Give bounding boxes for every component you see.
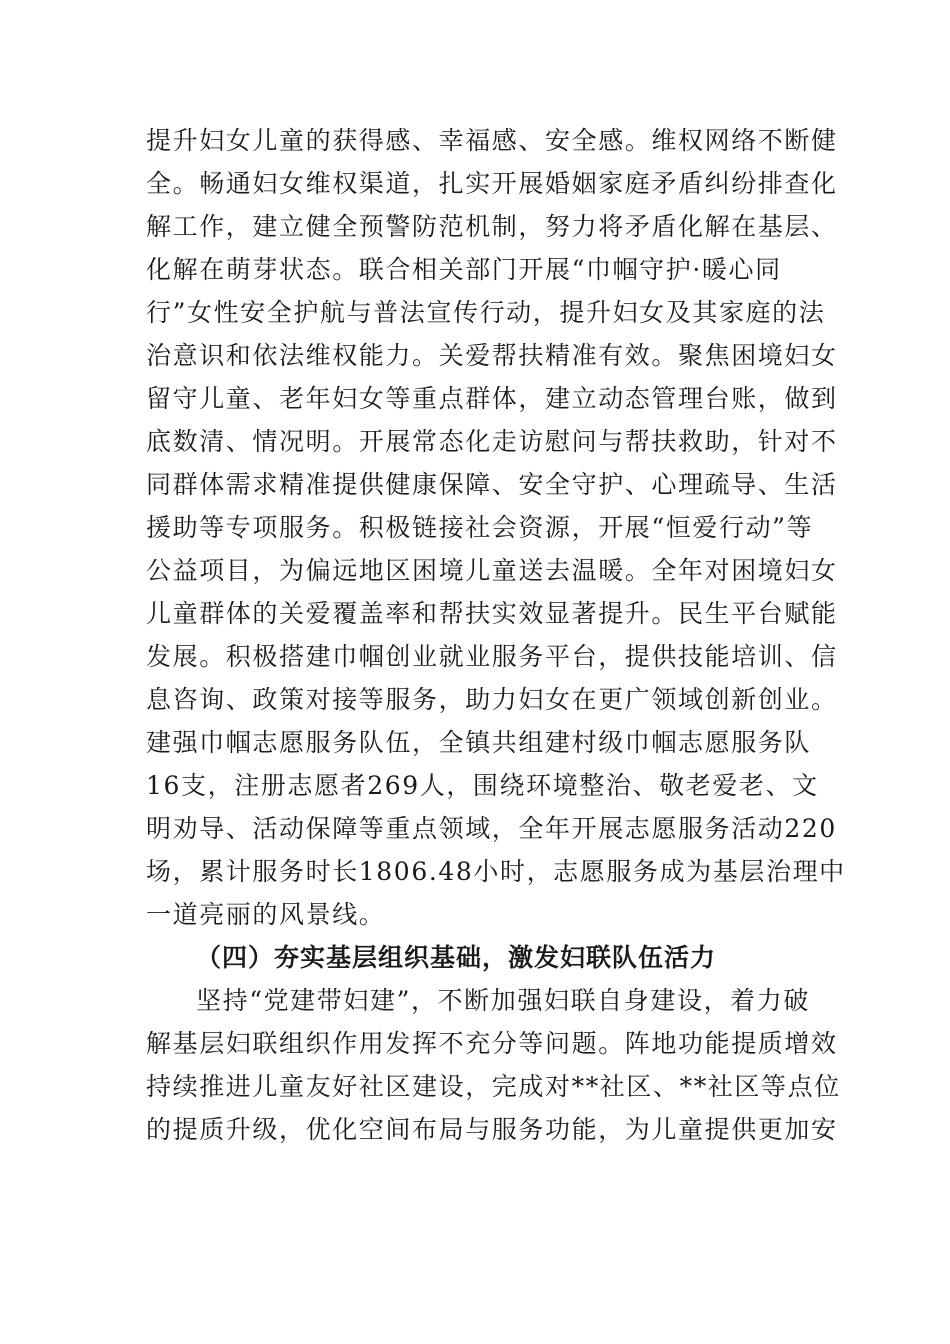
paragraph-line: 提升妇女儿童的获得感、幸福感、安全感。维权网络不断健 <box>146 126 838 155</box>
paragraph-line: 底数清、情况明。开展常态化走访慰问与帮扶救助，针对不 <box>146 427 838 456</box>
paragraph-line: 解工作，建立健全预警防范机制，努力将矛盾化解在基层、 <box>146 212 838 241</box>
paragraph-line: 发展。积极搭建巾帼创业就业服务平台，提供技能培训、信 <box>146 642 838 671</box>
paragraph-line: 留守儿童、老年妇女等重点群体，建立动态管理台账，做到 <box>146 384 838 413</box>
paragraph-line: 援助等专项服务。积极链接社会资源，开展“恒爱行动”等 <box>146 513 814 542</box>
section-heading: （四）夯实基层组织基础，激发妇联队伍活力 <box>196 943 717 972</box>
paragraph-line: 的提质升级，优化空间布局与服务功能，为儿童提供更加安 <box>146 1115 838 1144</box>
paragraph-line: 化解在萌芽状态。联合相关部门开展“巾帼守护·暖心同 <box>146 255 782 284</box>
paragraph-line: 建强巾帼志愿服务队伍，全镇共组建村级巾帼志愿服务队 <box>146 728 812 757</box>
paragraph-line: 全。畅通妇女维权渠道，扎实开展婚姻家庭矛盾纠纷排查化 <box>146 169 838 198</box>
paragraph-line: 一道亮丽的风景线。 <box>146 900 386 929</box>
paragraph-line: 公益项目，为偏远地区困境儿童送去温暖。全年对困境妇女 <box>146 556 838 585</box>
paragraph-line: 16支，注册志愿者269人，围绕环境整治、敬老爱老、文 <box>146 771 819 800</box>
paragraph-line: 明劝导、活动保障等重点领域，全年开展志愿服务活动220 <box>146 814 837 843</box>
paragraph-line: 解基层妇联组织作用发挥不充分等问题。阵地功能提质增效 <box>146 1029 838 1058</box>
paragraph-line: 同群体需求精准提供健康保障、安全守护、心理疏导、生活 <box>146 470 838 499</box>
paragraph-line: 持续推进儿童友好社区建设，完成对**社区、**社区等点位 <box>146 1072 841 1101</box>
paragraph-line: 儿童群体的关爱覆盖率和帮扶实效显著提升。民生平台赋能 <box>146 599 838 628</box>
paragraph-line: 治意识和依法维权能力。关爱帮扶精准有效。聚焦困境妇女 <box>146 341 838 370</box>
paragraph-line: 行”女性安全护航与普法宣传行动，提升妇女及其家庭的法 <box>146 298 826 327</box>
paragraph-line: 场，累计服务时长1806.48小时，志愿服务成为基层治理中 <box>146 857 846 886</box>
paragraph-line: 坚持“党建带妇建”，不断加强妇联自身建设，着力破 <box>196 986 810 1015</box>
paragraph-line: 息咨询、政策对接等服务，助力妇女在更广领域创新创业。 <box>146 685 838 714</box>
